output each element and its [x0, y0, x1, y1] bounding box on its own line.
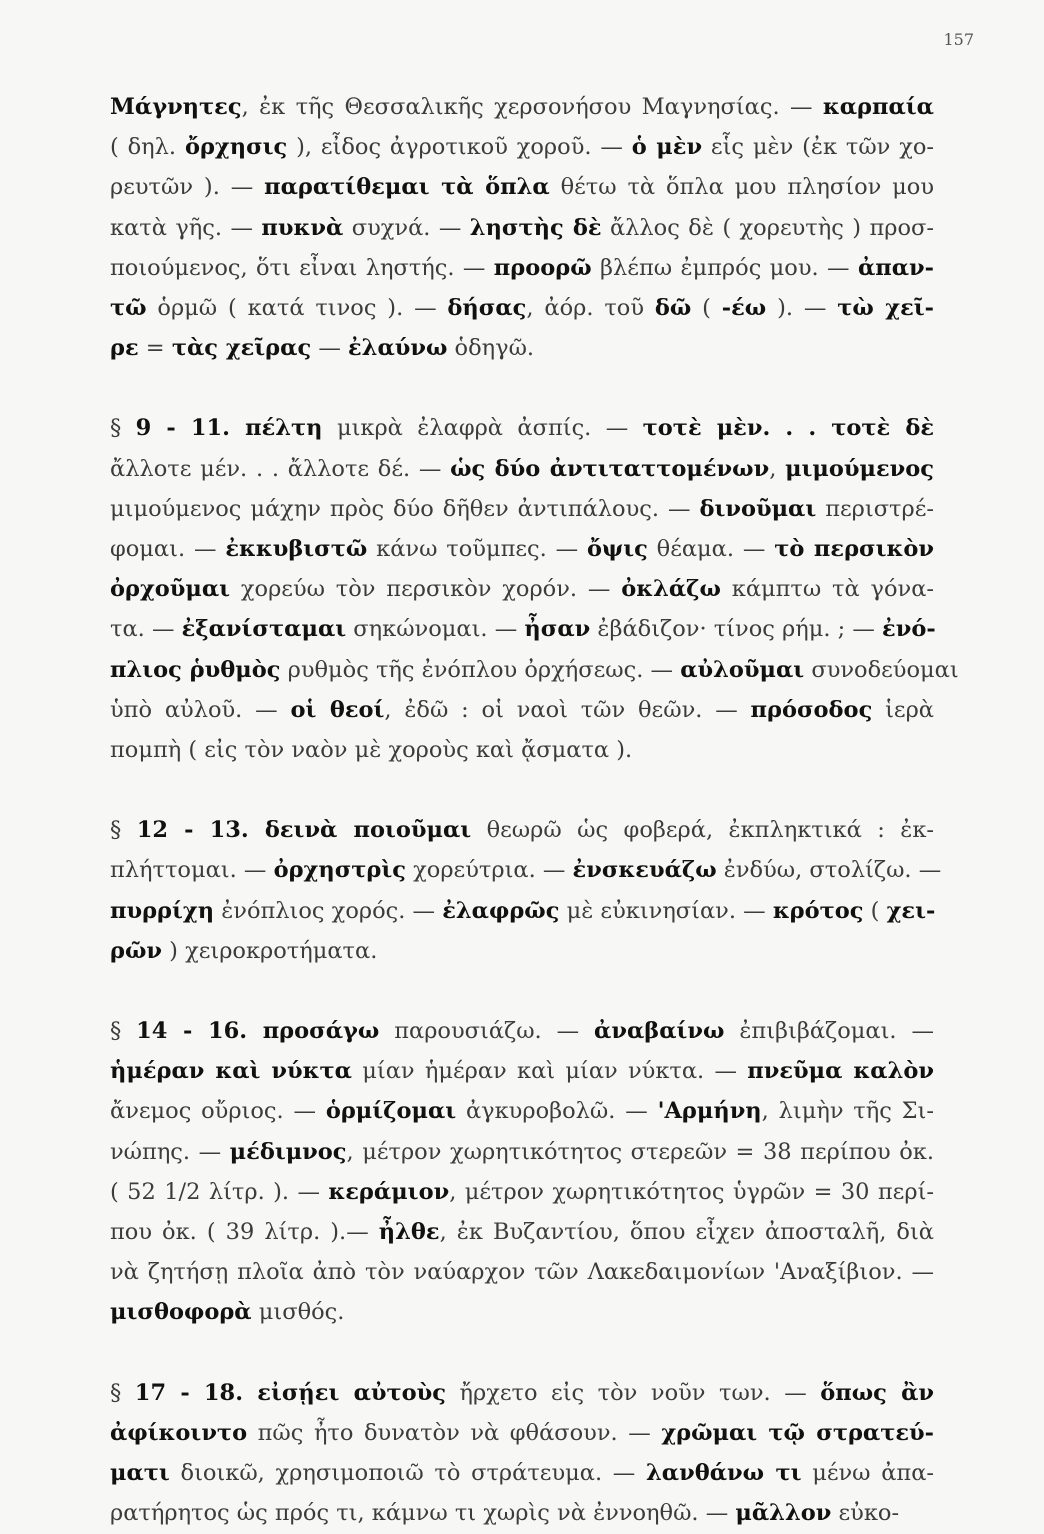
gloss-text: ρατήρητος ὡς πρός τι, κάμνω τι χωρὶς νὰ ἐννοηθῶ. —: [110, 1500, 736, 1527]
headword: ἐλαύνω: [347, 335, 448, 362]
headword: ὄψις: [587, 536, 648, 563]
headword: 17 - 18. εἰσῄει αὐτοὺς: [134, 1379, 446, 1406]
gloss-text: §: [110, 1018, 137, 1045]
gloss-text: κατὰ γῆς. —: [110, 214, 262, 241]
gloss-text: ἄλλοτε μέν. . . ἄλλοτε δέ. —: [110, 455, 451, 482]
gloss-text: ), εἶδος ἀγροτικοῦ χοροῦ. —: [287, 134, 632, 161]
headword: δήσας: [447, 295, 527, 322]
gloss-text: μένω ἀπα-: [801, 1460, 934, 1487]
text-line: [110, 529, 934, 569]
gloss-text: ρυθμὸς τῆς ἐνόπλου ὀρχήσεως. —: [280, 656, 681, 683]
text-line: [110, 810, 934, 850]
text-line: [110, 690, 934, 730]
headword: ἦσαν: [524, 616, 591, 643]
headword: πυρρίχη: [110, 897, 215, 924]
gloss-text: §: [110, 415, 136, 442]
text-line: [110, 408, 934, 448]
text-line: [110, 1011, 934, 1051]
headword: χει-: [886, 897, 936, 924]
gloss-text: παρουσιάζω. —: [379, 1018, 595, 1045]
glossary-paragraph: [110, 1011, 934, 1333]
gloss-text: =: [138, 335, 172, 362]
text-line: [110, 730, 934, 770]
headword: ἀπαν-: [857, 254, 934, 281]
gloss-text: ) χειροκροτήματα.: [162, 937, 378, 964]
gloss-text: νὰ ζητήσῃ πλοῖα ἀπὸ τὸν ναύαρχον τῶν Λακεδαιμονίων 'Αναξίβιον. —: [110, 1259, 934, 1286]
page-number: 157: [943, 30, 974, 49]
gloss-text: τα. —: [110, 616, 182, 643]
gloss-text: σηκώνομαι. —: [346, 616, 525, 643]
gloss-text: ἐβάδιζον· τίνος ρήμ. ; —: [590, 616, 883, 643]
headword: ἐκκυβιστῶ: [225, 536, 368, 563]
gloss-text: §: [110, 817, 137, 844]
headword: χρῶμαι τῷ στρατεύ-: [661, 1419, 935, 1446]
headword: ὅπως ἂν: [820, 1379, 935, 1406]
headword: μᾶλλον: [735, 1500, 832, 1527]
headword: ὁ μὲν: [631, 134, 703, 161]
gloss-text: συνοδεύομαι: [804, 656, 959, 683]
gloss-text: (: [691, 295, 722, 322]
gloss-text: που ὀκ. ( 39 λίτρ. ).—: [110, 1219, 379, 1246]
headword: παρατίθεμαι τὰ ὅπλα: [264, 174, 550, 201]
headword: λανθάνω τι: [646, 1460, 802, 1487]
gloss-text: , μέτρον χωρητικότητος στερεῶν = 38 περίπου ὀκ.: [346, 1138, 934, 1165]
glossary-paragraph: [110, 408, 959, 770]
headword: ἦλθε: [378, 1219, 440, 1246]
gloss-text: πλήττομαι. —: [110, 857, 274, 884]
gloss-text: ἤρχετο εἰς τὸν νοῦν των. —: [445, 1379, 821, 1406]
headword: ὀκλάζω: [621, 576, 721, 603]
headword: οἱ θεοί: [290, 696, 385, 723]
text-line: [110, 248, 934, 288]
gloss-text: κάμπτω τὰ γόνα-: [720, 576, 934, 603]
glossary-text: [110, 87, 959, 1534]
text-line: [110, 931, 934, 971]
headword: πνεῦμα καλὸν: [747, 1058, 934, 1085]
headword: ἡμέραν καὶ νύκτα: [110, 1058, 352, 1085]
gloss-text: ρευτῶν ). —: [110, 174, 265, 201]
headword: τὸ περσικὸν: [774, 536, 934, 563]
headword: κεράμιον: [328, 1178, 450, 1205]
headword: ρε: [110, 335, 139, 362]
headword: 9 - 11. πέλτη: [135, 415, 323, 442]
headword: ἐνσκευάζω: [572, 857, 717, 884]
headword: ἀναβαίνω: [594, 1018, 725, 1045]
headword: μισθοφορὰ: [110, 1299, 252, 1326]
headword: μέδιμνος: [229, 1138, 347, 1165]
text-line: [110, 1373, 934, 1413]
gloss-text: χορεύω τὸν περσικὸν χορόν. —: [230, 576, 622, 603]
gloss-text: ὁρμῶ ( κατά τινος ). —: [146, 295, 448, 322]
headword: τοτὲ μὲν. . . τοτὲ δὲ: [642, 415, 935, 442]
headword: -έω: [721, 295, 767, 322]
text-line: [110, 1413, 934, 1453]
text-line: [110, 87, 934, 127]
gloss-text: ἐπιβιβάζομαι. —: [724, 1018, 934, 1045]
headword: προορῶ: [493, 254, 592, 281]
text-line: [110, 208, 934, 248]
headword: πρόσοδος: [750, 696, 873, 723]
gloss-text: ἐνδύω, στολίζω. —: [716, 857, 942, 884]
gloss-text: νώπης. —: [110, 1138, 230, 1165]
gloss-text: κάνω τοῦμπες. —: [367, 536, 588, 563]
glossary-paragraph: [110, 810, 942, 971]
gloss-text: §: [110, 1379, 135, 1406]
text-line: [110, 1172, 934, 1212]
gloss-text: , μέτρον χωρητικότητος ὑγρῶν = 30 περί-: [449, 1178, 934, 1205]
headword: τὰς χεῖρας: [171, 335, 312, 362]
gloss-text: ἀγκυροβολῶ. —: [456, 1098, 658, 1125]
text-line: [110, 850, 942, 890]
gloss-text: εὐκο-: [831, 1500, 900, 1527]
gloss-text: , λιμὴν τῆς Σι-: [761, 1098, 934, 1125]
gloss-text: θέτω τὰ ὅπλα μου πλησίον μου: [549, 174, 935, 201]
gloss-text: μιμούμενος μάχην πρὸς δύο δῆθεν ἀντιπάλους. —: [110, 495, 700, 522]
text-line: [110, 1453, 934, 1493]
gloss-text: διοικῶ, χρησιμοποιῶ τὸ στράτευμα. —: [169, 1460, 647, 1487]
gloss-text: εἷς μὲν (ἐκ τῶν χο-: [702, 134, 934, 161]
text-line: [110, 328, 934, 368]
gloss-text: περιστρέ-: [816, 495, 934, 522]
headword: δῶ: [654, 295, 692, 322]
gloss-text: ἄλλος δὲ ( χορευτὴς ) προσ-: [601, 214, 934, 241]
headword: κρότος: [772, 897, 864, 924]
text-line: [110, 1212, 934, 1252]
text-line: [110, 1051, 934, 1091]
text-line: [110, 1252, 934, 1292]
headword: ληστὴς δὲ: [469, 214, 602, 241]
headword: πυκνὰ: [261, 214, 344, 241]
text-line: [110, 1091, 934, 1131]
text-line: [110, 288, 934, 328]
headword: ὁρμίζομαι: [325, 1098, 457, 1125]
text-line: [110, 127, 934, 167]
text-line: [110, 891, 934, 931]
gloss-text: ( 52 1/2 λίτρ. ). —: [110, 1178, 329, 1205]
headword: ὀρχοῦμαι: [110, 576, 231, 603]
headword: ἐνό-: [882, 616, 936, 643]
gloss-text: (: [863, 897, 887, 924]
glossary-paragraph: [110, 1373, 934, 1534]
text-line: [110, 167, 934, 207]
headword: 14 - 16. προσάγω: [136, 1018, 380, 1045]
gloss-text: , ἐδῶ : οἱ ναοὶ τῶν θεῶν. —: [384, 696, 751, 723]
gloss-text: , ἐκ τῆς Θεσσαλικῆς χερσονήσου Μαγνησίας. —: [241, 94, 823, 120]
headword: δινοῦμαι: [699, 495, 817, 522]
gloss-text: ἄνεμος οὔριος. —: [110, 1098, 326, 1125]
gloss-text: , ἀόρ. τοῦ: [526, 295, 655, 322]
headword: 12 - 13. δεινὰ ποιοῦμαι: [136, 817, 472, 844]
text-line: [110, 1292, 934, 1332]
headword: μιμούμενος: [785, 455, 934, 482]
text-line: [110, 569, 934, 609]
headword: πλιος ῥυθμὸς: [110, 656, 281, 683]
gloss-text: συχνά. —: [343, 214, 470, 241]
gloss-text: βλέπω ἐμπρός μου. —: [591, 254, 858, 281]
headword: ὡς δύο ἀντιταττομένων: [450, 455, 770, 482]
headword: ὄρχησις: [184, 134, 288, 161]
gloss-text: μὲ εὐκινησίαν. —: [559, 897, 773, 924]
text-line: [110, 1132, 934, 1172]
gloss-text: θέαμα. —: [647, 536, 775, 563]
gloss-text: θεωρῶ ὡς φοβερά, ἐκπληκτικά : ἐκ-: [471, 817, 935, 844]
gloss-text: , ἐκ Βυζαντίου, ὅπου εἶχεν ἀποσταλῆ, διὰ: [439, 1219, 934, 1246]
gloss-text: ἐνόπλιος χορός. —: [214, 897, 443, 924]
headword: τῶ: [110, 295, 147, 322]
gloss-text: ποιούμενος, ὅτι εἶναι ληστής. —: [110, 254, 494, 281]
gloss-text: μικρὰ ἐλαφρὰ ἀσπίς. —: [322, 415, 643, 442]
gloss-text: χορεύτρια. —: [406, 857, 573, 884]
gloss-text: ). —: [766, 295, 838, 322]
text-line: [110, 650, 959, 690]
headword: ὀρχηστρὶς: [273, 857, 406, 884]
headword: Μάγνητες: [110, 94, 242, 120]
gloss-text: ὁδηγῶ.: [447, 335, 535, 362]
text-line: [110, 609, 934, 649]
headword: ἐξανίσταμαι: [181, 616, 347, 643]
gloss-text: ,: [769, 455, 786, 482]
headword: καρπαία: [822, 94, 934, 120]
gloss-text: πομπὴ ( εἰς τὸν ναὸν μὲ χοροὺς καὶ ᾄσματα ).: [110, 737, 633, 764]
gloss-text: ὑπὸ αὐλοῦ. —: [110, 696, 291, 723]
gloss-text: μίαν ἡμέραν καὶ μίαν νύκτα. —: [351, 1058, 748, 1085]
headword: τὼ χεῖ-: [837, 295, 934, 322]
text-line: [110, 449, 934, 489]
headword: ρῶν: [110, 937, 162, 964]
headword: ματι: [110, 1460, 170, 1487]
gloss-text: πῶς ἦτο δυνατὸν νὰ φθάσουν. —: [247, 1419, 662, 1446]
text-line: [110, 1493, 934, 1533]
headword: ἐλαφρῶς: [442, 897, 560, 924]
headword: αὐλοῦμαι: [680, 656, 805, 683]
gloss-text: ( δηλ.: [110, 134, 185, 161]
text-line: [110, 489, 934, 529]
headword: ἀφίκοιντο: [110, 1419, 248, 1446]
gloss-text: φομαι. —: [110, 536, 226, 563]
gloss-text: ἱερὰ: [872, 696, 934, 723]
glossary-paragraph: [110, 87, 934, 368]
gloss-text: μισθός.: [251, 1299, 345, 1326]
gloss-text: —: [311, 335, 348, 362]
headword: 'Αρμήνη: [657, 1098, 762, 1125]
